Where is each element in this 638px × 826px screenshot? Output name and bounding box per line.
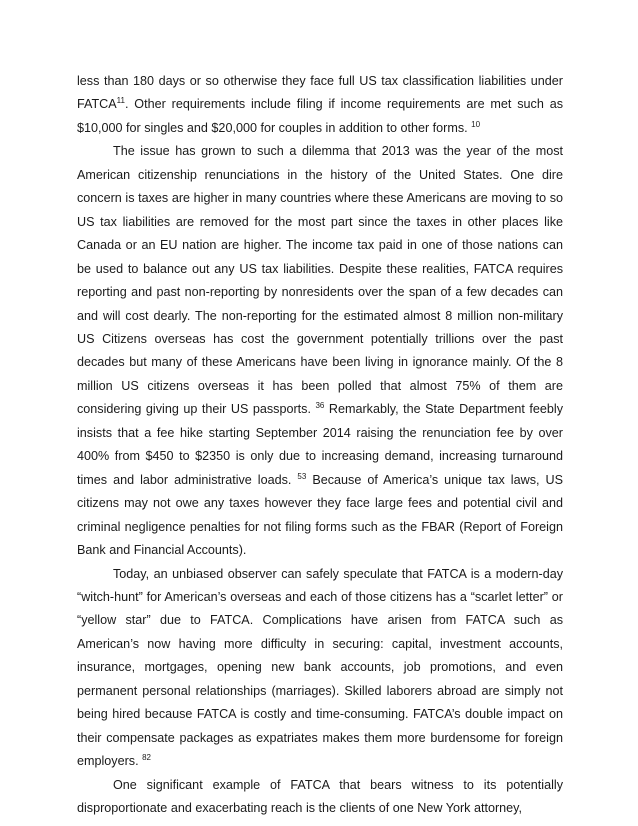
paragraph bbox=[77, 140, 563, 562]
text-run: . Other requirements include filing if income requirements are met such as $10,000 for singles and $20,000 for couples in addition to other forms. bbox=[77, 97, 563, 135]
paragraph bbox=[77, 774, 563, 821]
footnote-ref: 11 bbox=[116, 96, 125, 106]
footnote-ref: 10 bbox=[471, 119, 481, 129]
paragraph bbox=[77, 70, 563, 140]
text-run: Because of America’s unique tax laws, US citizens may not owe any taxes however they face large fees and potential civil and criminal negligence penalties for not filing forms such as the FBAR (Report of Foreign Bank and Financial Accounts). bbox=[77, 472, 563, 558]
text-run: Today, an unbiased observer can safely speculate that FATCA is a modern-day “witch-hunt” for American’s overseas and each of those citizens has a “scarlet letter” or “yellow star” due to FATCA. Complications have arisen from FATCA such as American’s now having more difficulty in securing: capital, investment accounts, insurance, mortgages, opening new bank accounts, job promotions, and even permanent personal relationships (marriages). Skilled laborers abroad are simply not being hired because FATCA is costly and time-consuming. FATCA’s double impact on their compensate packages as expatriates makes them more burdensome for foreign employers. bbox=[77, 566, 563, 769]
footnote-ref: 36 bbox=[315, 401, 325, 411]
body-text bbox=[77, 70, 563, 821]
text-run: less than 180 days or so otherwise they face full US tax classification liabilities under FATCA bbox=[77, 74, 563, 112]
footnote-ref: 82 bbox=[142, 753, 151, 763]
text-run: The issue has grown to such a dilemma that 2013 was the year of the most American citizenship renunciations in the history of the United States. One dire concern is taxes are higher in many countries where these Americans are moving to so US tax liabilities are removed for the most part since the taxes in other places like Canada or an EU nation are higher. The income tax paid in one of those nations can be used to balance out any US tax liabilities. Despite these realities, FATCA requires reporting and past non-reporting by nonresidents over the span of a few decades can and will cost dearly. The non-reporting for the estimated almost 8 million non-military US Citizens overseas has cost the government potentially trillions over the past decades but many of these Americans have been living in ignorance mainly. Of the 8 million US citizens overseas it has been polled that almost 75% of them are considering giving up their US passports. bbox=[77, 144, 563, 417]
text-run: One significant example of FATCA that bears witness to its potentially disproportionate and exacerbating reach is the clients of one New York attorney, bbox=[77, 777, 563, 816]
text-run: Remarkably, the State Department feebly insists that a fee hike starting September 2014 raising the renunciation fee by over 400% from $450 to $2350 is only due to increasing demand, increasing turnaround times and labor administrative loads. bbox=[77, 402, 563, 487]
paragraph bbox=[77, 563, 563, 774]
footnote-ref: 53 bbox=[297, 471, 307, 481]
